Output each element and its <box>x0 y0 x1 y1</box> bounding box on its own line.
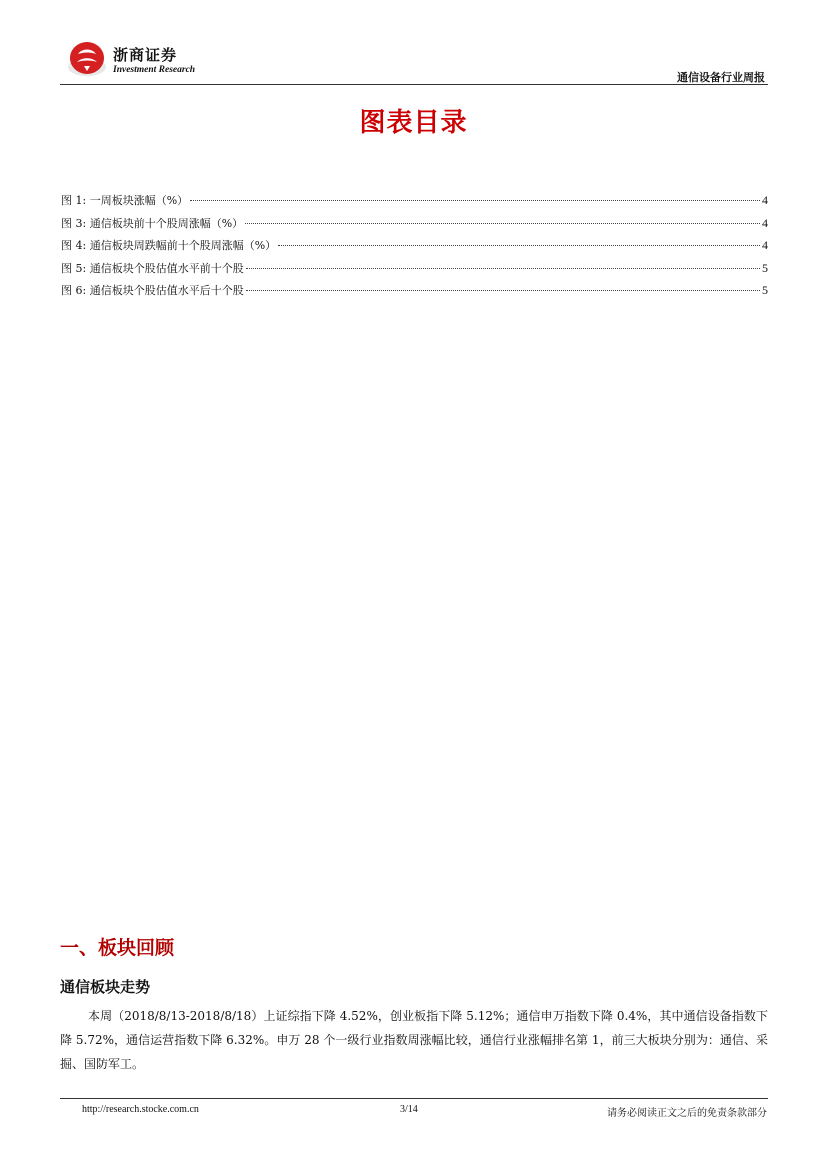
footer-disclaimer: 请务必阅读正文之后的免责条款部分 <box>607 1108 767 1119</box>
toc-entry-page: 5 <box>762 283 768 297</box>
brand-logo <box>66 40 206 80</box>
subsection-heading: 通信板块走势 <box>60 978 151 996</box>
footer-page-number: 3/14 <box>400 1104 418 1115</box>
toc-entry[interactable] <box>61 282 768 305</box>
header-divider <box>60 84 768 85</box>
toc-entry-page: 5 <box>762 260 768 275</box>
toc-entry[interactable] <box>61 260 768 283</box>
toc-entry-label: 图 3: 通信板块前十个股周涨幅（%） <box>61 216 244 230</box>
footer-divider <box>60 1098 768 1099</box>
toc-entry-label: 图 4: 通信板块周跌幅前十个股周涨幅（%） <box>61 239 277 252</box>
page-title: 图表目录 <box>359 108 468 138</box>
footer-url[interactable]: http://research.stocke.com.cn <box>82 1104 199 1115</box>
brand-name-en: Investment Research <box>113 65 196 75</box>
toc-entry-page: 4 <box>762 215 768 230</box>
brand-mark-icon <box>66 40 108 78</box>
toc-entry[interactable] <box>61 215 768 238</box>
toc-entry-page: 4 <box>762 238 768 252</box>
figure-table-of-contents <box>61 192 768 305</box>
report-type-title: 通信设备行业周报 <box>677 71 765 84</box>
toc-leader-dots <box>246 290 760 291</box>
toc-entry[interactable] <box>61 192 768 215</box>
toc-entry-label: 图 5: 通信板块个股估值水平前十个股 <box>61 261 244 275</box>
toc-leader-dots <box>246 268 760 269</box>
toc-leader-dots <box>245 223 760 224</box>
toc-leader-dots <box>278 245 760 246</box>
section-heading: 一、板块回顾 <box>60 937 175 959</box>
toc-entry-label: 图 6: 通信板块个股估值水平后十个股 <box>61 284 244 297</box>
toc-entry[interactable] <box>61 237 768 260</box>
toc-leader-dots <box>190 200 760 201</box>
toc-entry-label: 图 1: 一周板块涨幅（%） <box>61 194 189 207</box>
brand-name-cn: 浙商证券 <box>113 46 178 64</box>
body-paragraph: 本周（2018/8/13-2018/8/18）上证综指下降 4.52%，创业板指下降 5.12%；通信申万指数下降 0.4%，其中通信设备指数下降 5.72%，通信运营指数下降 6.32%。申万 28 个一级行业指数周涨幅比较，通信行业涨幅排名第 1，前三大板块分别为：通信、采掘、国防军工。 <box>60 1009 768 1071</box>
toc-entry-page: 4 <box>762 193 768 207</box>
